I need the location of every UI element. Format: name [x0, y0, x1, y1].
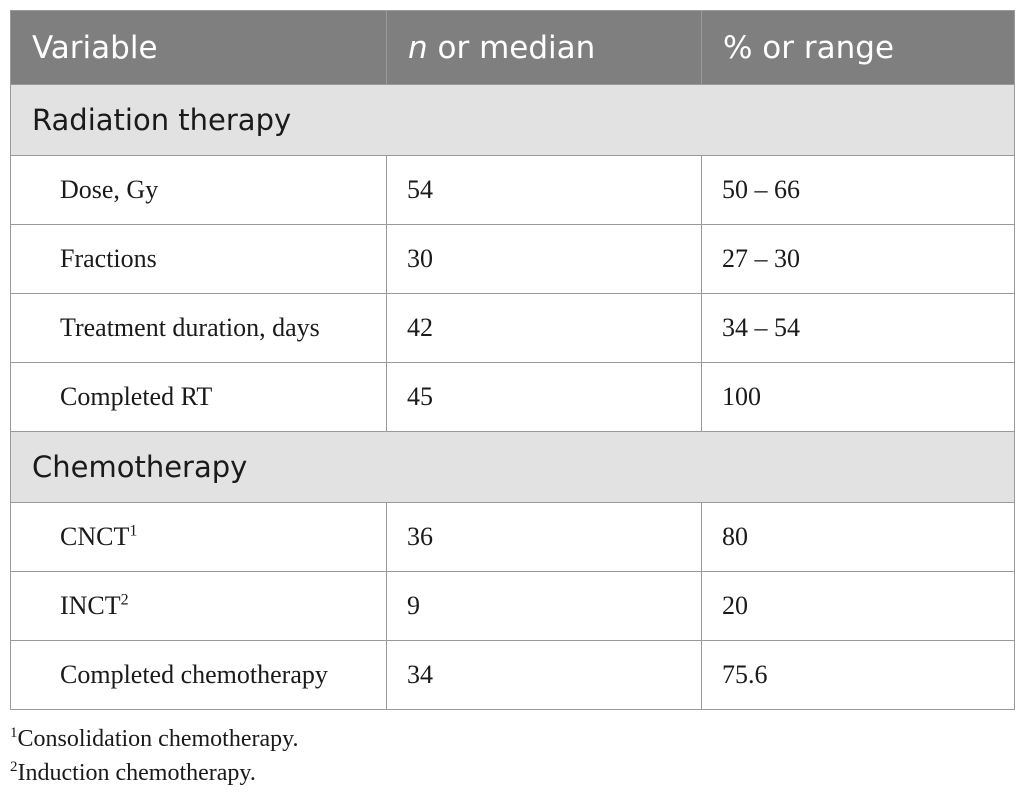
table-row	[11, 363, 1015, 432]
row-label: Completed RT	[11, 363, 387, 432]
row-label: INCT$^2$	[11, 572, 387, 641]
row-range: 50 – 66	[702, 156, 1015, 225]
row-value: 34	[387, 641, 702, 710]
table-row	[11, 225, 1015, 294]
row-range: 34 – 54	[702, 294, 1015, 363]
row-label: Completed chemotherapy	[11, 641, 387, 710]
row-value: 36	[387, 503, 702, 572]
data-table-container	[10, 10, 1014, 710]
section-row-radiation	[11, 85, 1015, 156]
header-percent-or-range: % or range	[702, 11, 1015, 85]
header-n-or-median: n or median	[387, 11, 702, 85]
footnote: $^1$Consolidation chemotherapy.	[10, 725, 299, 752]
table-row	[11, 156, 1015, 225]
row-range: 20	[702, 572, 1015, 641]
section-title: Chemotherapy	[11, 432, 1015, 503]
row-label: Dose, Gy	[11, 156, 387, 225]
row-range: 80	[702, 503, 1015, 572]
row-value: 42	[387, 294, 702, 363]
row-range: 100	[702, 363, 1015, 432]
treatment-table	[10, 10, 1015, 710]
row-label: Fractions	[11, 225, 387, 294]
row-value: 30	[387, 225, 702, 294]
header-variable: Variable	[11, 11, 387, 85]
row-label: CNCT$^1$	[11, 503, 387, 572]
row-range: 75.6	[702, 641, 1015, 710]
table-row	[11, 294, 1015, 363]
footnotes	[10, 722, 299, 790]
section-title: Radiation therapy	[11, 85, 1015, 156]
table-row	[11, 572, 1015, 641]
row-value: 45	[387, 363, 702, 432]
section-row-chemotherapy	[11, 432, 1015, 503]
row-value: 54	[387, 156, 702, 225]
table-row	[11, 503, 1015, 572]
row-label: Treatment duration, days	[11, 294, 387, 363]
row-value: 9	[387, 572, 702, 641]
header-row	[11, 11, 1015, 85]
row-range: 27 – 30	[702, 225, 1015, 294]
table-row	[11, 641, 1015, 710]
footnote: $^2$Induction chemotherapy.	[10, 759, 256, 786]
